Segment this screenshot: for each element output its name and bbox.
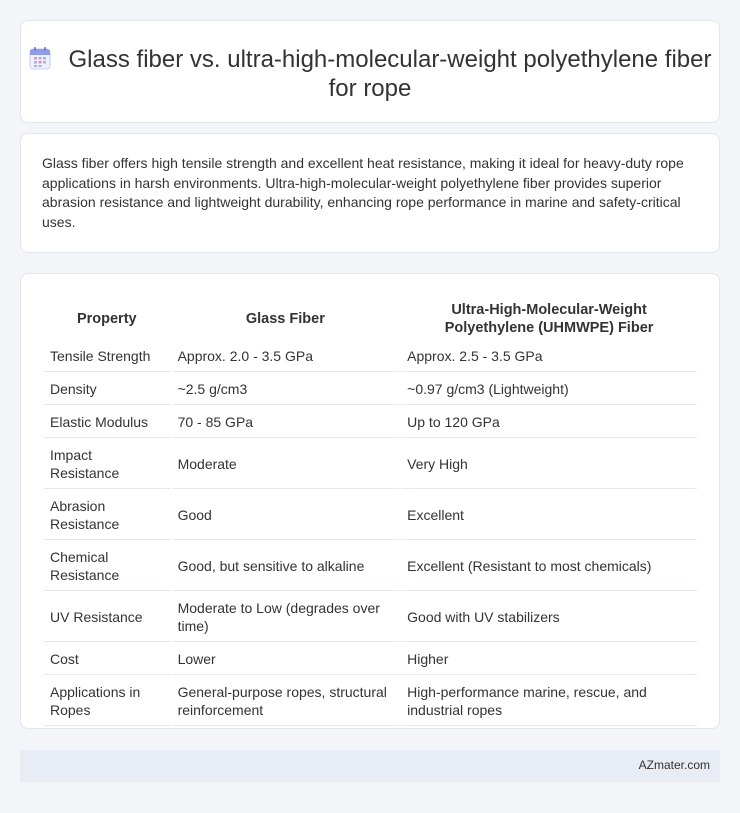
glass-fiber-cell: ~2.5 g/cm3 [172,374,400,405]
table-row [44,374,697,405]
footer-brand-link[interactable]: AZmater.com [638,758,710,772]
footer-bar [20,750,720,782]
table-row [44,341,697,372]
table-row [44,644,697,675]
property-cell: Abrasion Resistance [44,491,170,540]
summary-card [20,133,720,253]
uhmwpe-cell: Good with UV stabilizers [401,593,697,642]
uhmwpe-cell: Approx. 2.5 - 3.5 GPa [401,341,697,372]
uhmwpe-cell: ~0.97 g/cm3 (Lightweight) [401,374,697,405]
property-cell: Chemical Resistance [44,542,170,591]
glass-fiber-cell: 70 - 85 GPa [172,407,400,438]
glass-fiber-cell: Good, but sensitive to alkaline [172,542,400,591]
glass-fiber-cell: Lower [172,644,400,675]
table-header-row [44,298,697,339]
calendar-icon [29,46,51,70]
property-cell: Applications in Ropes [44,677,170,726]
page-title-wrap [21,45,719,103]
header-uhmwpe-fiber: Ultra-High-Molecular-Weight Polyethylene (UHMWPE) Fiber [444,301,654,336]
header-property: Property [76,310,137,327]
table-row [44,407,697,438]
uhmwpe-cell: Up to 120 GPa [401,407,697,438]
uhmwpe-cell: High-performance marine, rescue, and industrial ropes [401,677,697,726]
glass-fiber-cell: Approx. 2.0 - 3.5 GPa [172,341,400,372]
uhmwpe-cell: Excellent (Resistant to most chemicals) [401,542,697,591]
glass-fiber-cell: Moderate to Low (degrades over time) [172,593,400,642]
title-card [20,20,720,123]
summary-text: Glass fiber offers high tensile strength and excellent heat resistance, making it ideal for heavy-duty rope applications in harsh environments. Ultra-high-molecular-weight polyethylene fiber provides superior abrasion resistance and lightweight durability, enhancing rope performance in marine and safety-critical uses. [42,155,684,230]
uhmwpe-cell: Very High [401,440,697,489]
table-row [44,677,697,726]
uhmwpe-cell: Excellent [401,491,697,540]
comparison-card [20,273,720,729]
table-row [44,542,697,591]
header-glass-fiber: Glass Fiber [245,310,325,327]
table-row [44,593,697,642]
property-cell: Cost [44,644,170,675]
glass-fiber-cell: General-purpose ropes, structural reinforcement [172,677,400,726]
table-row [44,491,697,540]
glass-fiber-cell: Good [172,491,400,540]
uhmwpe-cell: Higher [401,644,697,675]
property-cell: Density [44,374,170,405]
page-title: Glass fiber vs. ultra-high-molecular-weight polyethylene fiber for rope [68,46,712,102]
property-cell: Tensile Strength [44,341,170,372]
comparison-table [42,296,699,728]
property-cell: Elastic Modulus [44,407,170,438]
glass-fiber-cell: Moderate [172,440,400,489]
table-row [44,440,697,489]
property-cell: Impact Resistance [44,440,170,489]
property-cell: UV Resistance [44,593,170,642]
